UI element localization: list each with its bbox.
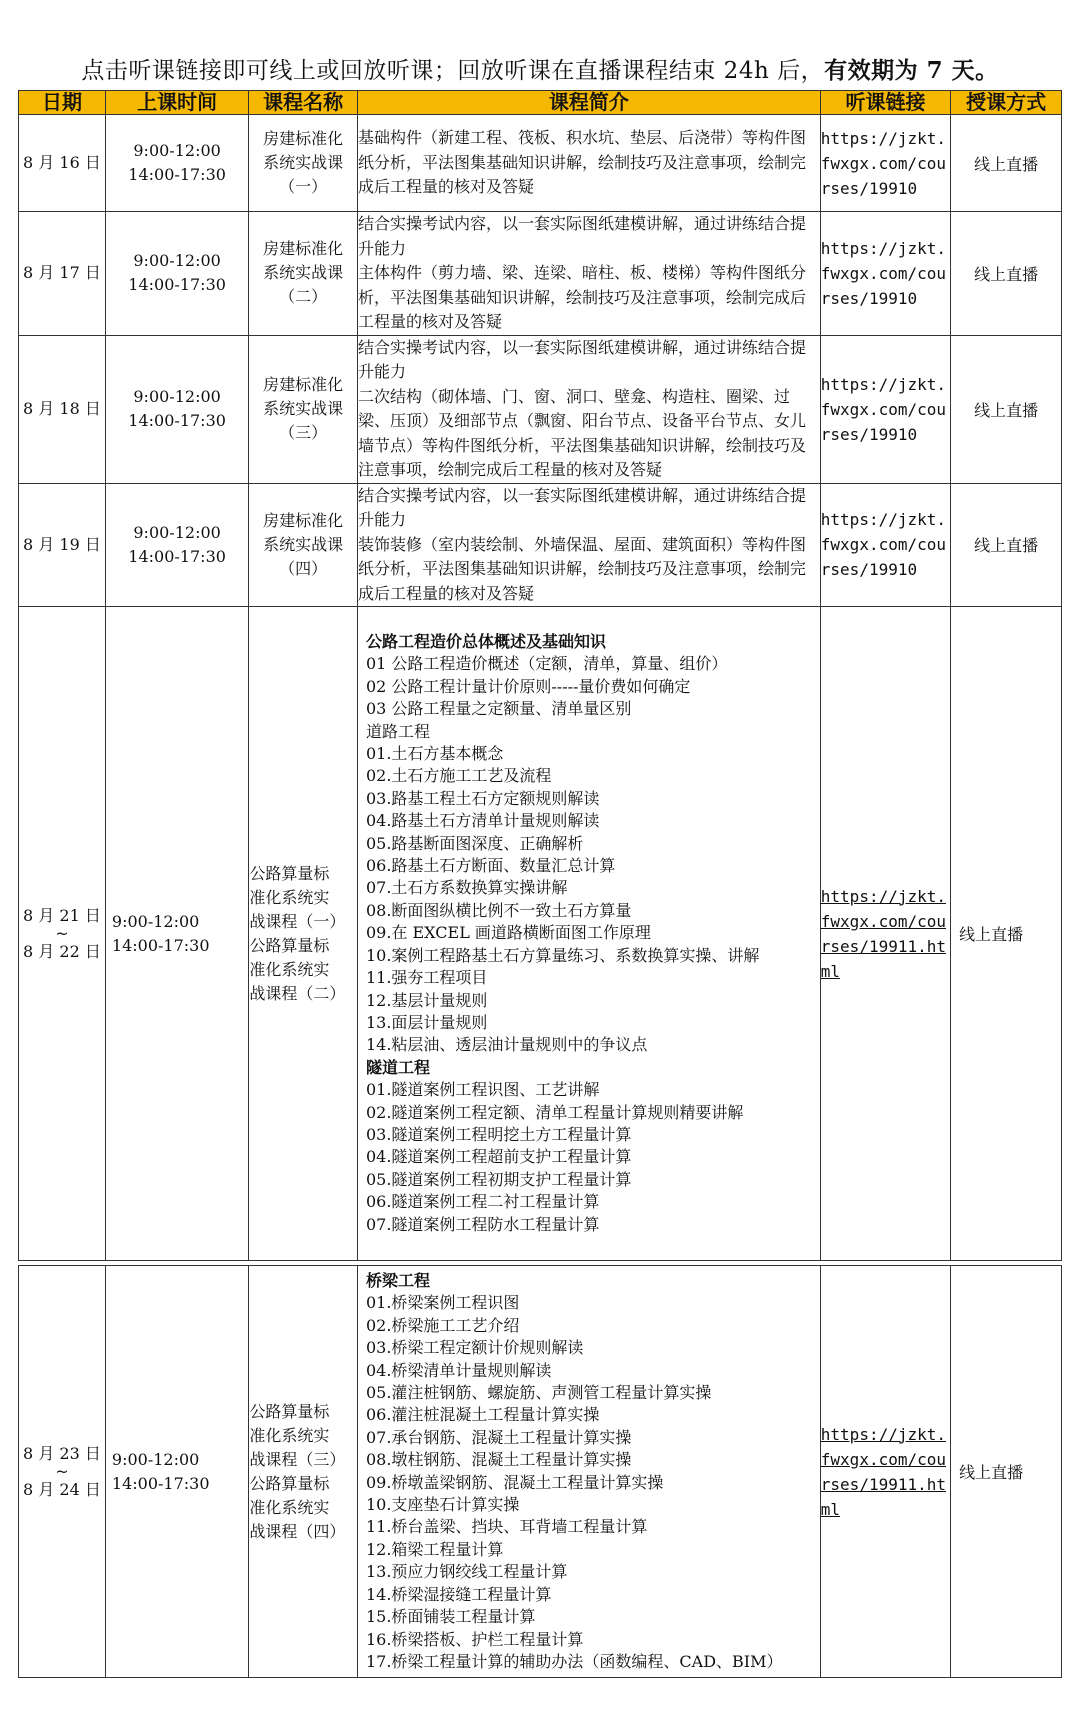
list-item: 14.桥梁湿接缝工程量计算	[365, 1584, 552, 1604]
list-item: 17.桥梁工程量计算的辅助办法（函数编程、CAD、BIM）	[365, 1651, 783, 1671]
course-schedule-table	[18, 90, 1062, 1678]
list-item: 06.灌注桩混凝土工程量计算实操	[365, 1405, 600, 1425]
list-item: 08.断面图纵横比例不一致土石方算量	[365, 900, 632, 920]
date-cell: 8 月 16 日	[19, 115, 106, 212]
list-item: 13.面层计量规则	[365, 1012, 488, 1032]
list-item: 05.隧道案例工程初期支护工程量计算	[365, 1169, 632, 1189]
section-title: 隧道工程	[365, 1057, 430, 1077]
list-item: 04.桥梁清单计量规则解读	[365, 1360, 552, 1380]
list-item: 12.基层计量规则	[365, 990, 488, 1010]
list-item: 06.隧道案例工程二衬工程量计算	[365, 1192, 600, 1212]
course-link[interactable]: https://jzkt. fwxgx.com/cou rses/19910	[820, 335, 950, 483]
teaching-mode-cell: 线上直播	[951, 1266, 1062, 1678]
list-item: 04.隧道案例工程超前支护工程量计算	[365, 1147, 632, 1167]
section-items	[366, 653, 812, 1056]
list-item: 10.支座垫石计算实操	[365, 1495, 520, 1515]
section-items	[366, 1079, 812, 1236]
list-item: 02.隧道案例工程定额、清单工程量计算规则精要讲解	[365, 1102, 744, 1122]
date-cell: 8 月 18 日	[19, 335, 106, 483]
list-item: 05.路基断面图深度、正确解析	[365, 833, 584, 853]
header-date: 日期	[19, 91, 106, 115]
list-item: 02.土石方施工工艺及流程	[365, 766, 552, 786]
course-name-cell: 房建标准化 系统实战课 （一）	[249, 115, 358, 212]
course-intro-cell	[357, 1266, 820, 1678]
list-item: 10.案例工程路基土石方算量练习、系数换算实操、讲解	[365, 945, 760, 965]
list-item: 08.墩柱钢筋、混凝土工程量计算实操	[365, 1450, 632, 1470]
header-link: 听课链接	[820, 91, 950, 115]
course-intro-cell: 结合实操考试内容，以一套实际图纸建模讲解，通过讲练结合提升能力 二次结构（砌体墙、门、窗、洞口、壁龛、构造柱、圈梁、过梁、压顶）及细部节点（飘窗、阳台节点、设备平台节点、女儿墙节点）等构件图纸分析，平法图集基础知识讲解，绘制技巧及注意事项，绘制完成后工程量的核对及答疑	[357, 335, 820, 483]
list-item: 07.土石方系数换算实操讲解	[365, 878, 568, 898]
header-time: 上课时间	[105, 91, 248, 115]
time-cell: 9:00-12:00 14:00-17:30	[105, 212, 248, 336]
header-course-name: 课程名称	[249, 91, 358, 115]
course-intro-cell: 结合实操考试内容，以一套实际图纸建模讲解，通过讲练结合提升能力 装饰装修（室内装绘制、外墙保温、屋面、建筑面积）等构件图纸分析，平法图集基础知识讲解，绘制技巧及注意事项，绘制完成后工程量的核对及答疑	[357, 483, 820, 607]
date-cell: 8 月 23 日 ~ 8 月 24 日	[19, 1266, 106, 1678]
course-link[interactable]: https://jzkt. fwxgx.com/cou rses/19910	[820, 115, 950, 212]
teaching-mode-cell: 线上直播	[951, 483, 1062, 607]
table-header-row	[19, 91, 1062, 115]
course-link[interactable]: https://jzkt. fwxgx.com/cou rses/19911.ht ml	[820, 1266, 950, 1678]
time-cell: 9:00-12:00 14:00-17:30	[105, 1266, 248, 1678]
list-item: 01.桥梁案例工程识图	[365, 1293, 520, 1313]
time-cell: 9:00-12:00 14:00-17:30	[105, 115, 248, 212]
course-name-cell: 房建标准化 系统实战课 （二）	[249, 212, 358, 336]
section-title: 公路工程造价总体概述及基础知识	[365, 632, 606, 652]
date-cell: 8 月 17 日	[19, 212, 106, 336]
list-item: 09.桥墩盖梁钢筋、混凝土工程量计算实操	[365, 1472, 664, 1492]
list-item: 06.路基土石方断面、数量汇总计算	[365, 856, 616, 876]
list-item: 11.强夯工程项目	[365, 968, 488, 988]
list-item: 04.路基土石方清单计量规则解读	[365, 811, 600, 831]
list-item: 01.隧道案例工程识图、工艺讲解	[365, 1080, 600, 1100]
list-item: 12.箱梁工程量计算	[365, 1539, 504, 1559]
section-items	[366, 1292, 812, 1673]
teaching-mode-cell: 线上直播	[951, 212, 1062, 336]
list-item: 道路工程	[365, 721, 430, 741]
list-item: 16.桥梁搭板、护栏工程量计算	[365, 1629, 584, 1649]
notice-validity: 有效期为 7 天。	[824, 57, 999, 84]
table-row	[19, 1266, 1062, 1678]
course-name-cell: 房建标准化 系统实战课 （三）	[249, 335, 358, 483]
course-name-cell: 房建标准化 系统实战课 （四）	[249, 483, 358, 607]
time-cell: 9:00-12:00 14:00-17:30	[105, 607, 248, 1261]
course-name-cell: 公路算量标 准化系统实 战课程（一） 公路算量标 准化系统实 战课程（二）	[249, 607, 358, 1261]
teaching-mode-cell: 线上直播	[951, 607, 1062, 1261]
list-item: 03.路基工程土石方定额规则解读	[365, 788, 600, 808]
list-item: 07.承台钢筋、混凝土工程量计算实操	[365, 1427, 632, 1447]
date-cell: 8 月 21 日 ~ 8 月 22 日	[19, 607, 106, 1261]
course-intro-cell	[357, 607, 820, 1261]
notice-line	[0, 52, 1080, 85]
course-intro-cell: 结合实操考试内容，以一套实际图纸建模讲解，通过讲练结合提升能力 主体构件（剪力墙、梁、连梁、暗柱、板、楼梯）等构件图纸分析，平法图集基础知识讲解，绘制技巧及注意事项，绘制完成后工程量的核对及答疑	[357, 212, 820, 336]
header-mode: 授课方式	[951, 91, 1062, 115]
section-title: 桥梁工程	[365, 1271, 430, 1290]
list-item: 03.隧道案例工程明挖土方工程量计算	[365, 1124, 632, 1144]
list-item: 15.桥面铺装工程量计算	[365, 1607, 536, 1627]
list-item: 13.预应力钢绞线工程量计算	[365, 1562, 568, 1582]
course-intro-cell: 基础构件（新建工程、筏板、积水坑、垫层、后浇带）等构件图纸分析，平法图集基础知识讲解，绘制技巧及注意事项，绘制完成后工程量的核对及答疑	[357, 115, 820, 212]
list-item: 01.土石方基本概念	[365, 744, 504, 764]
list-item: 01 公路工程造价概述（定额，清单，算量、组价）	[365, 654, 728, 674]
table-row	[19, 212, 1062, 336]
header-course-intro: 课程简介	[357, 91, 820, 115]
list-item: 05.灌注桩钢筋、螺旋筋、声测管工程量计算实操	[365, 1383, 712, 1403]
list-item: 03 公路工程量之定额量、清单量区别	[365, 699, 632, 719]
table-row	[19, 607, 1062, 1261]
teaching-mode-cell: 线上直播	[951, 115, 1062, 212]
table-row	[19, 483, 1062, 607]
list-item: 11.桥台盖梁、挡块、耳背墙工程量计算	[365, 1517, 648, 1537]
list-item: 09.在 EXCEL 画道路横断面图工作原理	[365, 923, 651, 943]
list-item: 03.桥梁工程定额计价规则解读	[365, 1338, 584, 1358]
course-link[interactable]: https://jzkt. fwxgx.com/cou rses/19910	[820, 483, 950, 607]
course-name-cell: 公路算量标 准化系统实 战课程（三） 公路算量标 准化系统实 战课程（四）	[249, 1266, 358, 1678]
list-item: 07.隧道案例工程防水工程量计算	[365, 1214, 600, 1234]
table-row	[19, 335, 1062, 483]
course-link[interactable]: https://jzkt. fwxgx.com/cou rses/19910	[820, 212, 950, 336]
teaching-mode-cell: 线上直播	[951, 335, 1062, 483]
table-row	[19, 115, 1062, 212]
notice-text: 点击听课链接即可线上或回放听课；回放听课在直播课程结束 24h 后，	[81, 58, 825, 84]
date-cell: 8 月 19 日	[19, 483, 106, 607]
time-cell: 9:00-12:00 14:00-17:30	[105, 483, 248, 607]
list-item: 02.桥梁施工工艺介绍	[365, 1315, 520, 1335]
course-link[interactable]: https://jzkt. fwxgx.com/cou rses/19911.ht ml	[820, 607, 950, 1261]
list-item: 02 公路工程计量计价原则-----量价费如何确定	[365, 676, 691, 696]
list-item: 14.粘层油、透层油计量规则中的争议点	[365, 1035, 648, 1055]
time-cell: 9:00-12:00 14:00-17:30	[105, 335, 248, 483]
